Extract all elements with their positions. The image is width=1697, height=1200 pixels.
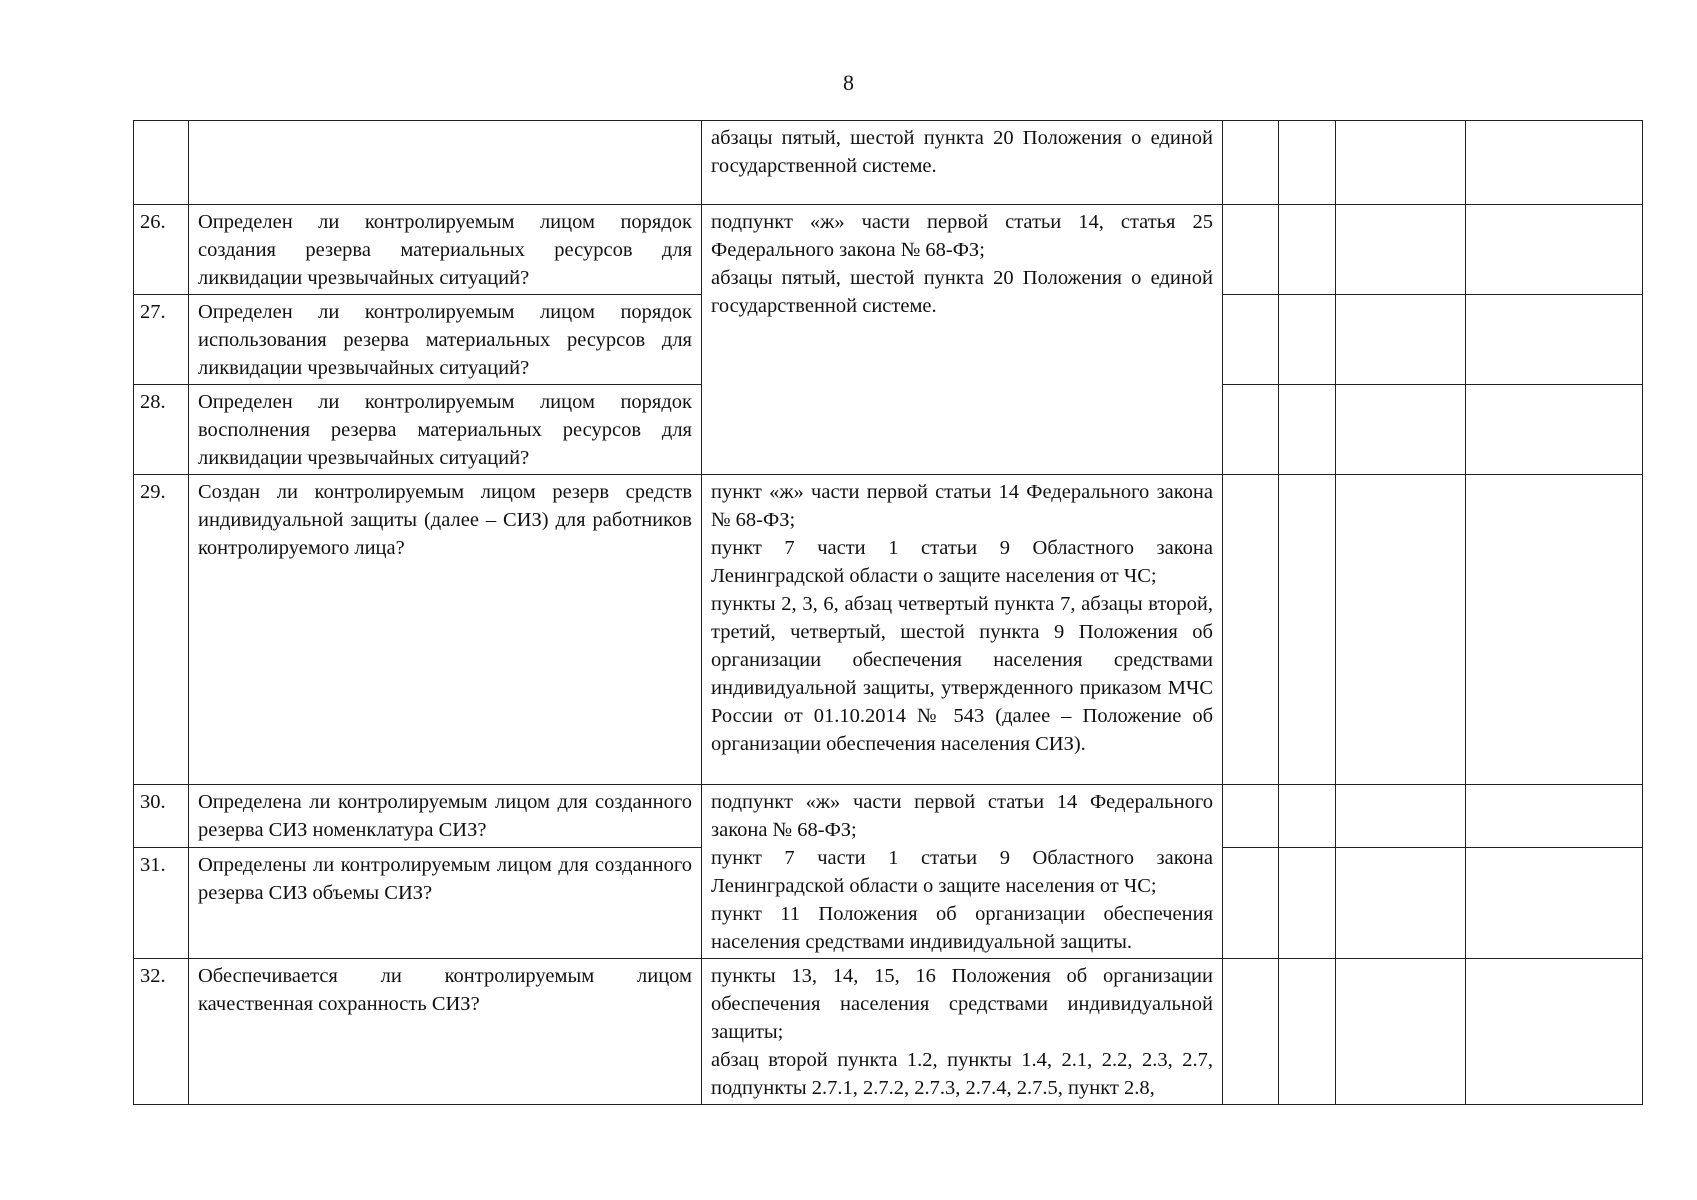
note-cell[interactable]: [1466, 959, 1643, 1105]
question-cell: Определены ли контролируемым лицом для созданного резерва СИЗ объемы СИЗ?: [189, 847, 702, 958]
answer-cell-no[interactable]: [1279, 385, 1336, 475]
legal-reference: подпункт «ж» части первой статьи 14, статья 25 Федерального закона № 68-ФЗ;: [711, 211, 1213, 261]
question-cell: Обеспечивается ли контролируемым лицом качественная сохранность СИЗ?: [189, 959, 702, 1105]
legal-reference-cell: [702, 121, 1223, 205]
note-cell[interactable]: [1466, 847, 1643, 958]
legal-reference: пункт 7 части 1 статьи 9 Областного закона Ленинградской области о защите населения от ЧС;: [711, 847, 1213, 897]
answer-cell-no[interactable]: [1279, 121, 1336, 205]
row-number: 32.: [134, 959, 189, 1105]
answer-cell-yes[interactable]: [1223, 475, 1279, 785]
legal-reference: пункты 13, 14, 15, 16 Положения об организации обеспечения населения средствами индивидуальной защиты;: [711, 965, 1213, 1043]
answer-cell-na[interactable]: [1336, 295, 1466, 385]
answer-cell-yes[interactable]: [1223, 959, 1279, 1105]
note-cell[interactable]: [1466, 205, 1643, 295]
question-cell: Определен ли контролируемым лицом порядок восполнения резерва материальных ресурсов для ликвидации чрезвычайных ситуаций?: [189, 385, 702, 475]
answer-cell-yes[interactable]: [1223, 785, 1279, 848]
legal-reference: пункт «ж» части первой статьи 14 Федерального закона № 68-ФЗ;: [711, 481, 1213, 531]
page-number: 8: [843, 70, 854, 95]
answer-cell-yes[interactable]: [1223, 295, 1279, 385]
legal-reference: пункт 11 Положения об организации обеспечения населения средствами индивидуальной защиты.: [711, 903, 1213, 953]
answer-cell-no[interactable]: [1279, 785, 1336, 848]
legal-reference: абзацы пятый, шестой пункта 20 Положения о единой государственной системе.: [711, 127, 1213, 177]
legal-reference-cell: [702, 475, 1223, 785]
table-row: [134, 959, 1643, 1105]
table-row: [134, 475, 1643, 785]
answer-cell-no[interactable]: [1279, 295, 1336, 385]
answer-cell-yes[interactable]: [1223, 205, 1279, 295]
row-number: 26.: [134, 205, 189, 295]
note-cell[interactable]: [1466, 385, 1643, 475]
requirements-table: [133, 120, 1643, 1105]
note-cell[interactable]: [1466, 295, 1643, 385]
answer-cell-no[interactable]: [1279, 959, 1336, 1105]
note-cell[interactable]: [1466, 121, 1643, 205]
question-cell: Определена ли контролируемым лицом для созданного резерва СИЗ номенклатура СИЗ?: [189, 785, 702, 848]
answer-cell-yes[interactable]: [1223, 385, 1279, 475]
answer-cell-no[interactable]: [1279, 847, 1336, 958]
answer-cell-na[interactable]: [1336, 475, 1466, 785]
answer-cell-no[interactable]: [1279, 475, 1336, 785]
answer-cell-no[interactable]: [1279, 205, 1336, 295]
table-row: [134, 121, 1643, 205]
answer-cell-na[interactable]: [1336, 385, 1466, 475]
legal-reference: абзацы пятый, шестой пункта 20 Положения о единой государственной системе.: [711, 267, 1213, 317]
row-number: [134, 121, 189, 205]
row-number: 27.: [134, 295, 189, 385]
table-row: [134, 785, 1643, 848]
answer-cell-yes[interactable]: [1223, 121, 1279, 205]
note-cell[interactable]: [1466, 475, 1643, 785]
question-cell: [189, 121, 702, 205]
legal-reference: пункты 2, 3, 6, абзац четвертый пункта 7, абзацы второй, третий, четвертый, шестой пункта 9 Положения об организации обеспечения населения средствами индивидуальной защиты, утвержденного приказом МЧС России от 01.10.2014 № 543 (далее – Положение об организации обеспечения населения СИЗ).: [711, 593, 1213, 755]
note-cell[interactable]: [1466, 785, 1643, 848]
answer-cell-na[interactable]: [1336, 959, 1466, 1105]
legal-reference: подпункт «ж» части первой статьи 14 Федерального закона № 68-ФЗ;: [711, 791, 1213, 841]
legal-reference: пункт 7 части 1 статьи 9 Областного закона Ленинградской области о защите населения от ЧС;: [711, 537, 1213, 587]
row-number: 31.: [134, 847, 189, 958]
question-cell: Определен ли контролируемым лицом порядок создания резерва материальных ресурсов для ликвидации чрезвычайных ситуаций?: [189, 205, 702, 295]
row-number: 28.: [134, 385, 189, 475]
legal-reference-cell: [702, 959, 1223, 1105]
row-number: 30.: [134, 785, 189, 848]
legal-reference-cell: [702, 785, 1223, 959]
answer-cell-yes[interactable]: [1223, 847, 1279, 958]
question-cell: Создан ли контролируемым лицом резерв средств индивидуальной защиты (далее – СИЗ) для работников контролируемого лица?: [189, 475, 702, 785]
legal-reference: абзац второй пункта 1.2, пункты 1.4, 2.1, 2.2, 2.3, 2.7, подпункты 2.7.1, 2.7.2, 2.7.3, 2.7.4, 2.7.5, пункт 2.8,: [711, 1049, 1213, 1099]
question-cell: Определен ли контролируемым лицом порядок использования резерва материальных ресурсов для ликвидации чрезвычайных ситуаций?: [189, 295, 702, 385]
legal-reference-cell: [702, 205, 1223, 475]
answer-cell-na[interactable]: [1336, 205, 1466, 295]
row-number: 29.: [134, 475, 189, 785]
table-row: [134, 205, 1643, 295]
answer-cell-na[interactable]: [1336, 847, 1466, 958]
answer-cell-na[interactable]: [1336, 785, 1466, 848]
answer-cell-na[interactable]: [1336, 121, 1466, 205]
